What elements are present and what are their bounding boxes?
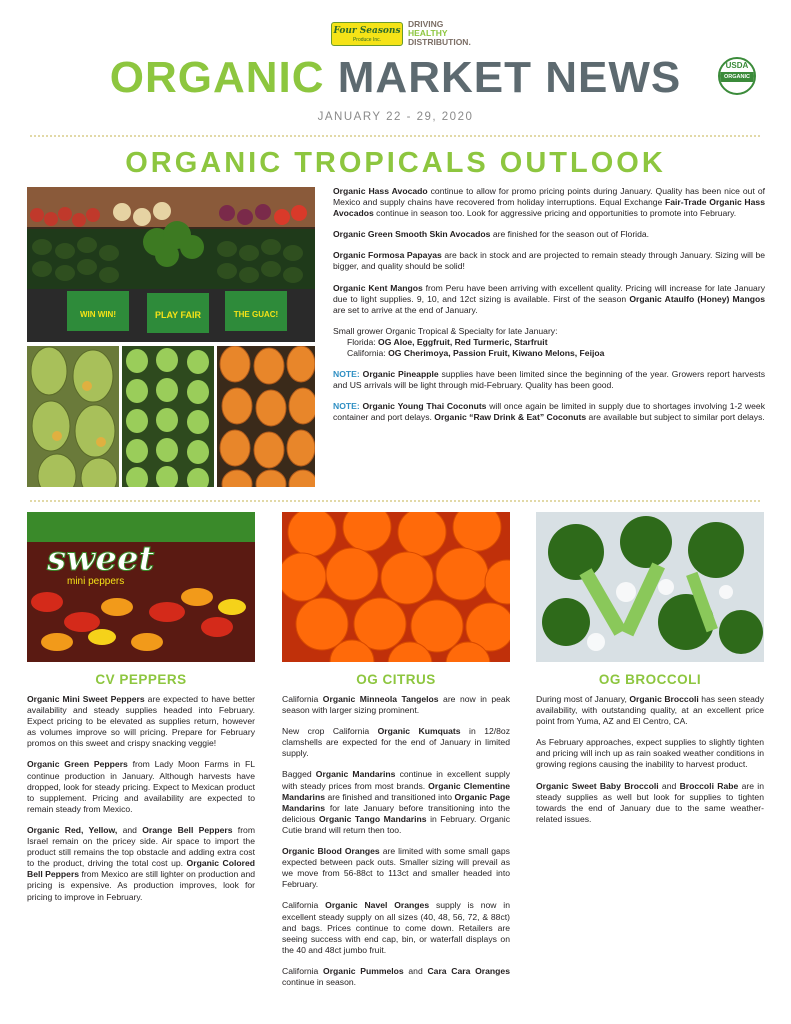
- tango-mandarins-bold: Organic Tango Mandarins: [318, 813, 427, 824]
- usda-organic-seal: [718, 57, 756, 95]
- colored-text-2: from Israel remain on the pricey side. Air space to import the product still remains the top obstacle and adding extra cost to the product, driving the total cost up.: [27, 824, 255, 869]
- citrus-section-title: OG CITRUS: [356, 672, 436, 687]
- papaya-photo: [27, 346, 119, 487]
- masthead-title: [0, 52, 791, 104]
- broccoli-bold: Organic Broccoli: [629, 694, 699, 704]
- mangos-text-2: are set to arrive at the end of January.: [333, 304, 478, 315]
- citrus-mandarins: [282, 769, 510, 836]
- logo-sub: Produce Inc.: [352, 37, 382, 43]
- avocado-display-photo: [27, 187, 315, 342]
- tropicals-coconut-note: [333, 401, 765, 423]
- usda-seal-bottom: ORGANIC: [720, 72, 754, 82]
- cara-cara-bold: Cara Cara Oranges: [427, 965, 510, 976]
- tagline-line-2: HEALTHY: [408, 28, 448, 38]
- mandarins-text-1: continue in excellent supply with steady prices from most brands.: [282, 769, 510, 791]
- green-avocado-bold: Organic Green Smooth Skin Avocados: [333, 229, 491, 240]
- pineapple-bold: Organic Pineapple: [359, 369, 439, 380]
- broccoli-body: [536, 694, 764, 835]
- tagline-line-1: DRIVING: [408, 19, 444, 29]
- pummelos-text-1: and: [403, 965, 428, 976]
- thai-coconut-bold: Organic Young Thai Coconuts: [359, 401, 487, 412]
- citrus-kumquats: [282, 726, 510, 759]
- florida-items: OG Aloe, Eggfruit, Red Turmeric, Starfruit: [378, 336, 548, 347]
- tangelos-text: are now in peak season with larger sizing prominent.: [282, 694, 510, 716]
- raw-coconut-bold: Organic “Raw Drink & Eat” Coconuts: [434, 412, 587, 423]
- note-label-pineapple: NOTE:: [333, 369, 360, 380]
- colored-text-1: and: [117, 824, 143, 835]
- florida-label: Florida:: [347, 336, 379, 347]
- mini-peppers-photo: [27, 512, 255, 662]
- baby-broccoli-text-1: and: [658, 780, 680, 791]
- navel-text: supply is now in excellent steady supply on all sizes (40, 48, 56, 72, & 88ct) and bags. Prices continue to come down. Retailers are seeing success with end cap, bin, or waterfall displays on the 40 and 48ct jumbo fruit.: [282, 900, 510, 955]
- broccoli-feb-text: As February approaches, expect supplies to slightly tighten and pricing will inch up as rain soaked weather conditions in growing regions causing the inability to harvest product.: [536, 737, 764, 770]
- mandarins-text-4: in February. Organic Cutie brand will return then too.: [282, 813, 510, 835]
- papayas-text: are back in stock and are projected to remain steady through January. Sizing will be bigger, and quality should be solid!: [333, 250, 766, 272]
- mandarins-pre: Bagged: [282, 769, 316, 780]
- logo-name: Four Seasons: [333, 26, 401, 36]
- dotted-divider-middle: [30, 500, 760, 502]
- hass-avocado-text-2: continue in season too. Look for aggressive pricing and opportunities to promote into February.: [373, 208, 737, 219]
- mandarins-text-2: are finished and transitioned into: [324, 791, 455, 802]
- pepper-bag-brand: sweet: [47, 539, 155, 579]
- tropicals-section-title: ORGANIC TROPICALS OUTLOOK: [125, 147, 666, 179]
- coconut-text-1: will once again be limited in supply due to shortages involving 1-2 week container and port delays.: [333, 401, 765, 423]
- navel-pre: California: [282, 900, 326, 911]
- kumquats-text: in 12/8oz clamshells are expected for the end of January in limited supply.: [282, 726, 510, 759]
- broccoli-baby-rabe: [536, 781, 764, 825]
- broccoli-section-title: OG BROCCOLI: [598, 672, 702, 687]
- california-items: OG Cherimoya, Passion Fruit, Kiwano Melons, Feijoa: [388, 348, 605, 359]
- peppers-green: [27, 759, 255, 814]
- tropicals-green-avocado: [333, 229, 765, 240]
- mandarins-bold: Organic Mandarins: [315, 769, 396, 780]
- tropicals-specialty: [333, 326, 765, 359]
- colored-bell-bold: Organic Colored Bell Peppers: [27, 858, 256, 880]
- specialty-intro: Small grower Organic Tropical & Specialty for late January:: [333, 325, 558, 336]
- coconut-text-2: are available but subject to similar port delays.: [586, 412, 765, 423]
- orange-bell-bold: Orange Bell Peppers: [142, 824, 233, 835]
- specialty-california: [333, 348, 765, 359]
- tropicals-pineapple-note: [333, 369, 765, 391]
- red-yellow-bold: Organic Red, Yellow,: [27, 824, 118, 835]
- sign-play-fair-text: PLAY FAIR: [154, 310, 202, 320]
- kent-mangos-bold: Organic Kent Mangos: [333, 282, 423, 293]
- pepper-bag-sub: mini peppers: [67, 576, 125, 587]
- navel-bold: Organic Navel Oranges: [325, 900, 430, 911]
- kumquats-pre: New crop California: [282, 726, 378, 737]
- citrus-navel-oranges: [282, 900, 510, 955]
- pummelos-pre: California: [282, 965, 324, 976]
- issue-date: JANUARY 22 - 29, 2020: [317, 111, 474, 123]
- broccoli-photo: [536, 512, 764, 662]
- sign-win-text: WIN WIN!: [80, 310, 116, 319]
- masthead-word-organic: ORGANIC: [109, 53, 325, 102]
- tropicals-papayas: [333, 250, 765, 272]
- tagline-line-3: DISTRIBUTION.: [408, 37, 471, 47]
- green-peppers-text: from Lady Moon Farms in FL continue production in January. Although harvests have dropped, look for steady pricing. Expect to Mexican product to supplement. Pricing and availability are expected to remain steady from Mexico.: [27, 759, 255, 814]
- broccoli-pre: During most of January,: [536, 694, 630, 704]
- kumquats-bold: Organic Kumquats: [377, 726, 461, 737]
- sign-guac-text: THE GUAC!: [233, 310, 279, 319]
- page-mandarins-bold: Organic Page Mandarins: [282, 791, 510, 813]
- green-peppers-bold: Organic Green Peppers: [27, 759, 128, 770]
- company-logo: [331, 22, 403, 46]
- hass-avocado-text-1: continue to allow for promo pricing points during January. Quality has been nice out of Mexico and supply chains have recovered from holiday interruptions. Equal Exchange: [333, 186, 765, 208]
- tangelos-pre: California: [282, 694, 323, 704]
- baby-broccoli-bold: Organic Sweet Baby Broccoli: [536, 780, 659, 791]
- masthead-word-market-news: MARKET NEWS: [337, 53, 682, 102]
- tropicals-hass-avocado: [333, 186, 765, 219]
- citrus-pummelos: [282, 966, 510, 988]
- tagline: [408, 19, 471, 47]
- broccoli-february: [536, 737, 764, 770]
- tropicals-mangos: [333, 283, 765, 316]
- note-label-coconut: NOTE:: [333, 401, 360, 412]
- kiwano-photo: [217, 346, 315, 487]
- citrus-blood-oranges: [282, 846, 510, 890]
- peppers-colored: [27, 825, 255, 903]
- tropicals-body: [333, 186, 765, 434]
- clementine-bold: Organic Clementine Mandarins: [282, 780, 510, 802]
- pineapple-text: supplies have been limited since the beginning of the year. Growers report harvests and US arrivals will be light through mid-February. Quality has been good.: [333, 369, 765, 391]
- green-avocado-text: are finished for the season out of Florida.: [490, 229, 650, 240]
- blood-oranges-text: are limited with some small gaps expected between pack outs. Smaller sizing will prevail as we move from 56-88ct to 113ct and smaller headed into February.: [282, 846, 510, 890]
- dotted-divider-top: [30, 135, 760, 137]
- mini-sweet-bold: Organic Mini Sweet Peppers: [27, 694, 145, 704]
- peppers-mini-sweet: [27, 694, 255, 749]
- citrus-body: [282, 694, 510, 998]
- blood-oranges-bold: Organic Blood Oranges: [282, 846, 380, 857]
- broccoli-text: has seen steady availability, with outstanding quality, at an excellent price point from Yuma, AZ and El Centro, CA.: [536, 694, 764, 727]
- california-label: California:: [347, 348, 389, 359]
- mini-sweet-text: are expected to have better availability and steady supplies headed into February. Expect pricing to be elevated as supplies return, however as volumes improve so will pricing. Prepare for February promos on this sweet and crispy snacking veggie!: [27, 694, 256, 749]
- mandarins-text-3: for late January before transitioning into the delicious: [282, 802, 510, 824]
- pummelos-bold: Organic Pummelos: [323, 965, 404, 976]
- mangos-text-1: from Peru have been arriving with excellent quality. Pricing will increase for late January due to light supplies. 9, 10, and 12ct sizing is available. First of the season: [333, 282, 765, 304]
- pummelos-text-2: continue in season.: [282, 976, 357, 987]
- coconut-photo: [122, 346, 214, 487]
- usda-seal-top: USDA: [725, 61, 749, 70]
- ataulfo-mangos-bold: Organic Ataulfo (Honey) Mangos: [629, 293, 765, 304]
- fair-trade-avocado-bold: Fair-Trade Organic Hass Avocados: [333, 197, 765, 219]
- peppers-section-title: CV PEPPERS: [95, 672, 187, 687]
- broccoli-rabe-bold: Broccoli Rabe: [679, 780, 739, 791]
- colored-text-3: from Mexico are still lighter on production and pricing is expensive. As production improves, look for pricing to improve in February.: [27, 869, 256, 902]
- specialty-florida: [333, 337, 765, 348]
- broccoli-availability: [536, 694, 764, 727]
- baby-broccoli-text-2: are in steady supplies as well but look for supplies to tighten towards the end of January due to the same weather-related issues.: [536, 780, 764, 824]
- tangelos-bold: Organic Minneola Tangelos: [322, 694, 439, 704]
- peppers-body: [27, 694, 255, 913]
- citrus-tangelos: [282, 694, 510, 716]
- oranges-photo: [282, 512, 510, 662]
- papayas-bold: Organic Formosa Papayas: [333, 250, 442, 261]
- hass-avocado-bold: Organic Hass Avocado: [333, 186, 428, 196]
